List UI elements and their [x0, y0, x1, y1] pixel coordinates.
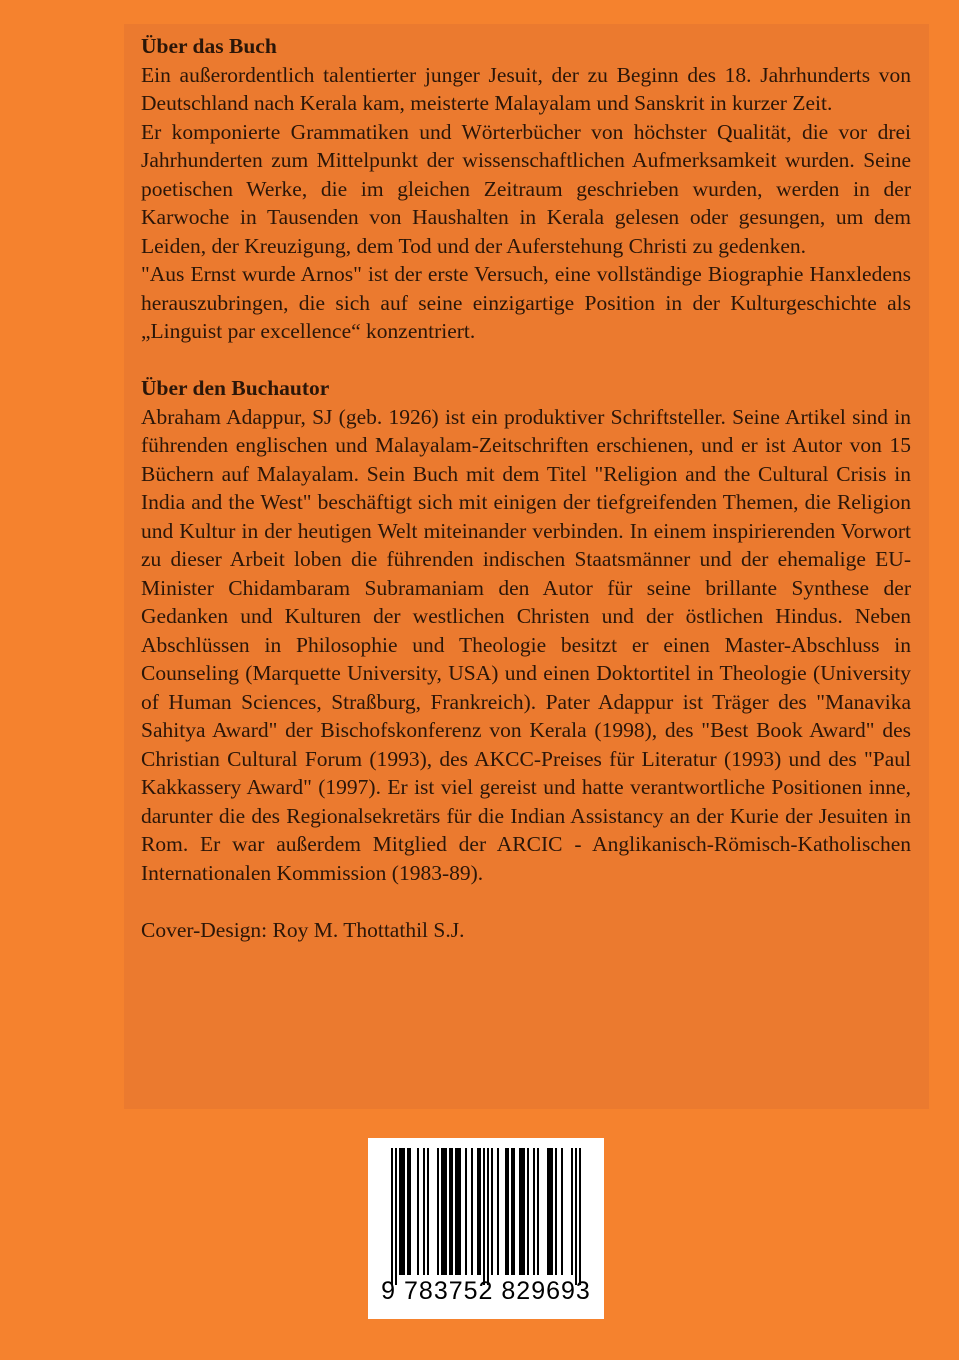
- text-panel: [124, 24, 929, 1109]
- barcode-bar: [571, 1148, 573, 1275]
- barcode-bar: [555, 1148, 557, 1275]
- barcode-bar: [427, 1148, 429, 1275]
- barcode-bar: [519, 1148, 525, 1275]
- barcode-guard-bar: [483, 1148, 485, 1285]
- barcode-bar: [407, 1148, 411, 1275]
- about-book-paragraph-1: Ein außerordentlich talentierter junger Jesuit, der zu Beginn des 18. Jahrhunderts von Deutschland nach Kerala kam, meisterte Malayalam und Sanskrit in kurzer Zeit.: [141, 62, 911, 115]
- barcode-bar: [477, 1148, 481, 1275]
- barcode-bar: [423, 1148, 425, 1275]
- barcode-bar: [505, 1148, 509, 1275]
- isbn-barcode: [368, 1138, 604, 1319]
- barcode-guard-bar: [487, 1148, 489, 1285]
- barcode-bar: [441, 1148, 447, 1275]
- barcode-bar: [399, 1148, 405, 1275]
- barcode-guard-bar: [575, 1148, 577, 1285]
- barcode-bar: [527, 1148, 529, 1275]
- barcode-bar: [533, 1148, 535, 1275]
- barcode-bar: [417, 1148, 419, 1275]
- barcode-bar: [561, 1148, 563, 1275]
- cover-design-credit: Cover-Design: Roy M. Thottathil S.J.: [141, 917, 465, 942]
- barcode-bar: [437, 1148, 439, 1275]
- barcode-guard-bar: [579, 1148, 581, 1285]
- barcode-bar: [471, 1148, 473, 1275]
- barcode-guard-bar: [391, 1148, 393, 1285]
- barcode-bar: [491, 1148, 493, 1275]
- barcode-bar: [455, 1148, 461, 1275]
- barcode-guard-bar: [395, 1148, 397, 1285]
- credit-spacer: [141, 887, 911, 916]
- about-author-heading: Über den Buchautor: [141, 376, 330, 400]
- about-book-heading: Über das Buch: [141, 34, 277, 58]
- barcode-bar: [511, 1148, 515, 1275]
- isbn-number: 9 783752 829693: [381, 1277, 591, 1305]
- barcode-bar: [449, 1148, 453, 1275]
- section-spacer: [141, 346, 911, 375]
- about-author-paragraph: Abraham Adappur, SJ (geb. 1926) ist ein produktiver Schriftsteller. Seine Artikel sind in führenden englischen und Malayalam-Zeitschriften erschienen, und er ist Autor von 15 Büchern auf Malayalam. Sein Buch mit dem Titel "Religion and the Cultural Crisis in India and the West" beschäftigt sich mit einigen der tiefgreifenden Themen, die Religion und Kultur in der heutigen Welt miteinander verbinden. In einem inspirierenden Vorwort zu dieser Arbeit loben die führenden indischen Staatsmänner und der ehemalige EU-Minister Chidambaram Subramaniam den Autor für seine brillante Synthese der Gedanken und Kulturen der westlichen Christen und der östlichen Hindus. Neben Abschlüssen in Philosophie und Theologie besitzt er einen Master-Abschluss in Counseling (Marquette University, USA) und einen Doktortitel in Theologie (University of Human Sciences, Straßburg, Frankreich). Pater Adappur ist Träger des "Manavika Sahitya Award" der Bischofskonferenz von Kerala (1998), des "Best Book Award" des Christian Cultural Forum (1993), des AKCC-Preises für Literatur (1993) und des "Paul Kakkassery Award" (1997). Er ist viel gereist und hatte verantwortliche Positionen inne, darunter die des Regionalsekretärs für die Indian Assistancy an der Kurie der Jesuiten in Rom. Er war außerdem Mitglied der ARCIC - Anglikanisch-Römisch-Katholischen Internationalen Kommission (1983-89).: [141, 404, 911, 885]
- barcode-bar: [537, 1148, 539, 1275]
- about-book-paragraph-2: Er komponierte Grammatiken und Wörterbücher von höchster Qualität, die vor drei Jahrhunderten zum Mittelpunkt der wissenschaftlichen Aufmerksamkeit wurden. Seine poetischen Werke, die im gleichen Zeitraum geschrieben wurden, werden in der Karwoche in Tausenden von Haushalten in Kerala gelesen oder gesungen, um dem Leiden, der Kreuzigung, dem Tod und der Auferstehung Christi zu gedenken.: [141, 119, 911, 258]
- barcode-bar: [497, 1148, 499, 1275]
- about-book-paragraph-3: "Aus Ernst wurde Arnos" ist der erste Versuch, eine vollständige Biographie Hanxledens herauszubringen, die sich auf seine einzigartige Position in der Kulturgeschichte als „Linguist par excellence“ konzentriert.: [141, 262, 911, 343]
- barcode-bar: [465, 1148, 467, 1275]
- barcode-bar: [547, 1148, 553, 1275]
